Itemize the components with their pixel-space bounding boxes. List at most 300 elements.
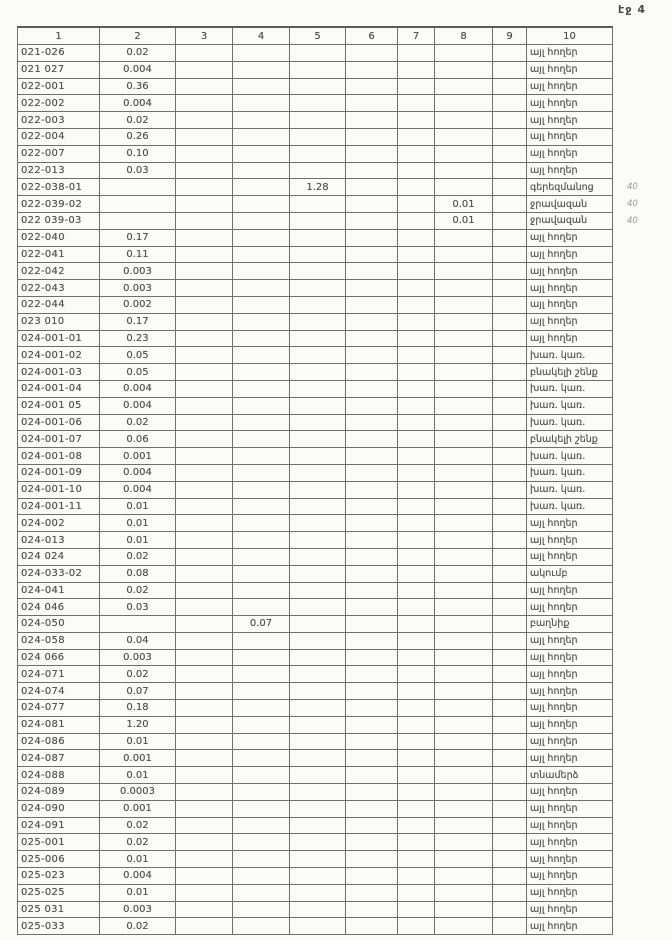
- table-cell: [290, 834, 346, 851]
- table-cell: [435, 61, 493, 78]
- column-header: 1: [18, 27, 100, 45]
- table-cell: 025-006: [18, 851, 100, 868]
- table-cell: 1.20: [100, 716, 176, 733]
- table-cell: [435, 481, 493, 498]
- table-cell: [435, 246, 493, 263]
- margin-note: [613, 380, 671, 397]
- table-cell: խառ. կառ.: [527, 498, 613, 515]
- table-cell: [290, 784, 346, 801]
- table-cell: 024-001-01: [18, 330, 100, 347]
- table-cell: այլ հողեր: [527, 834, 613, 851]
- table-cell: [398, 414, 435, 431]
- table-cell: [493, 464, 527, 481]
- column-header: 4: [233, 27, 290, 45]
- table-cell: այլ հողեր: [527, 548, 613, 565]
- margin-note: [613, 750, 671, 767]
- table-cell: [493, 649, 527, 666]
- table-cell: [493, 750, 527, 767]
- margin-note: [613, 817, 671, 834]
- table-cell: [435, 565, 493, 582]
- table-cell: [176, 128, 233, 145]
- table-cell: [435, 548, 493, 565]
- table-cell: 024-001-02: [18, 347, 100, 364]
- table-cell: [233, 364, 290, 381]
- table-row: [18, 582, 671, 599]
- table-cell: [398, 162, 435, 179]
- table-cell: [493, 78, 527, 95]
- table-cell: [398, 431, 435, 448]
- table-row: [18, 767, 671, 784]
- table-cell: [398, 179, 435, 196]
- table-cell: [398, 128, 435, 145]
- margin-note: [613, 296, 671, 313]
- table-cell: 022-007: [18, 145, 100, 162]
- table-cell: [176, 666, 233, 683]
- table-cell: ջրավազան: [527, 212, 613, 229]
- table-cell: 025-033: [18, 918, 100, 935]
- table-cell: այլ հողեր: [527, 884, 613, 901]
- table-cell: [290, 364, 346, 381]
- table-cell: [176, 901, 233, 918]
- table-cell: այլ հողեր: [527, 750, 613, 767]
- table-cell: [493, 330, 527, 347]
- table-cell: [398, 851, 435, 868]
- table-cell: [398, 464, 435, 481]
- table-cell: [398, 61, 435, 78]
- table-cell: [435, 380, 493, 397]
- table-cell: 0.004: [100, 464, 176, 481]
- table-cell: [398, 565, 435, 582]
- table-cell: [346, 733, 398, 750]
- table-cell: [233, 296, 290, 313]
- table-cell: [233, 582, 290, 599]
- margin-note: [613, 431, 671, 448]
- table-cell: [435, 834, 493, 851]
- table-cell: [176, 229, 233, 246]
- table-cell: [493, 61, 527, 78]
- table-cell: [435, 666, 493, 683]
- table-cell: [290, 817, 346, 834]
- column-header: 7: [398, 27, 435, 45]
- table-cell: [233, 565, 290, 582]
- table-cell: [493, 767, 527, 784]
- table-cell: [435, 649, 493, 666]
- table-cell: [346, 414, 398, 431]
- table-cell: 0.01: [100, 884, 176, 901]
- table-cell: [233, 397, 290, 414]
- table-cell: [176, 498, 233, 515]
- table-cell: բնակելի շենք: [527, 431, 613, 448]
- column-header: 3: [176, 27, 233, 45]
- table-cell: [493, 414, 527, 431]
- table-cell: [290, 212, 346, 229]
- table-cell: [435, 347, 493, 364]
- margin-note: [613, 532, 671, 549]
- table-cell: [233, 683, 290, 700]
- table-cell: [398, 649, 435, 666]
- margin-note: [613, 767, 671, 784]
- table-cell: գերեզմանոց: [527, 179, 613, 196]
- table-cell: [398, 683, 435, 700]
- table-cell: [290, 196, 346, 213]
- table-cell: խառ. կառ.: [527, 347, 613, 364]
- table-header-row: [18, 27, 671, 45]
- margin-note: [613, 246, 671, 263]
- table-cell: 0.01: [100, 851, 176, 868]
- table-cell: [435, 112, 493, 129]
- table-cell: տնամերձ: [527, 767, 613, 784]
- table-cell: [346, 532, 398, 549]
- table-cell: [398, 296, 435, 313]
- table-cell: 024-058: [18, 632, 100, 649]
- table-cell: [290, 767, 346, 784]
- table-cell: 024-001 05: [18, 397, 100, 414]
- table-cell: 025-025: [18, 884, 100, 901]
- table-row: [18, 179, 671, 196]
- table-cell: [493, 616, 527, 633]
- table-cell: [398, 767, 435, 784]
- table-cell: [346, 565, 398, 582]
- table-row: [18, 212, 671, 229]
- table-cell: [435, 397, 493, 414]
- column-header: 6: [346, 27, 398, 45]
- margin-note: [613, 666, 671, 683]
- table-cell: այլ հողեր: [527, 851, 613, 868]
- table-cell: [346, 649, 398, 666]
- table-cell: [493, 884, 527, 901]
- table-row: [18, 498, 671, 515]
- table-cell: [233, 548, 290, 565]
- table-cell: [176, 364, 233, 381]
- table-cell: 024-001-06: [18, 414, 100, 431]
- table-cell: [176, 599, 233, 616]
- table-row: [18, 128, 671, 145]
- table-cell: [346, 61, 398, 78]
- table-cell: [346, 884, 398, 901]
- table-cell: [290, 632, 346, 649]
- table-cell: [233, 212, 290, 229]
- table-cell: 0.002: [100, 296, 176, 313]
- table-cell: [233, 767, 290, 784]
- table-cell: [398, 498, 435, 515]
- table-cell: [398, 330, 435, 347]
- table-cell: [493, 666, 527, 683]
- table-cell: [233, 347, 290, 364]
- table-cell: 024-001-08: [18, 448, 100, 465]
- table-cell: [290, 884, 346, 901]
- table-cell: 024-033-02: [18, 565, 100, 582]
- margin-note: [613, 834, 671, 851]
- table-row: [18, 716, 671, 733]
- table-cell: [233, 532, 290, 549]
- table-cell: [290, 750, 346, 767]
- table-cell: այլ հողեր: [527, 61, 613, 78]
- table-cell: [290, 532, 346, 549]
- table-cell: 0.003: [100, 280, 176, 297]
- table-cell: [176, 851, 233, 868]
- table-row: [18, 565, 671, 582]
- table-cell: [176, 700, 233, 717]
- table-cell: այլ հողեր: [527, 700, 613, 717]
- table-cell: [233, 414, 290, 431]
- table-cell: [233, 112, 290, 129]
- table-cell: [233, 78, 290, 95]
- table-cell: 024-086: [18, 733, 100, 750]
- table-cell: [176, 565, 233, 582]
- table-cell: [435, 464, 493, 481]
- table-cell: [290, 901, 346, 918]
- margin-note: [613, 347, 671, 364]
- table-cell: [176, 112, 233, 129]
- table-cell: [346, 347, 398, 364]
- table-cell: [346, 616, 398, 633]
- table-cell: [493, 683, 527, 700]
- table-cell: [346, 700, 398, 717]
- table-cell: [435, 313, 493, 330]
- table-cell: [176, 45, 233, 62]
- table-cell: այլ հողեր: [527, 112, 613, 129]
- margin-note: [613, 364, 671, 381]
- table-cell: այլ հողեր: [527, 632, 613, 649]
- table-cell: [290, 78, 346, 95]
- table-cell: [398, 632, 435, 649]
- table-cell: 024-074: [18, 683, 100, 700]
- table-row: [18, 733, 671, 750]
- table-cell: 0.02: [100, 817, 176, 834]
- margin-note: [613, 229, 671, 246]
- table-cell: [176, 296, 233, 313]
- table-row: [18, 666, 671, 683]
- table-cell: [493, 700, 527, 717]
- table-cell: [176, 196, 233, 213]
- table-cell: [493, 868, 527, 885]
- table-cell: 0.36: [100, 78, 176, 95]
- margin-note: [613, 95, 671, 112]
- table-cell: այլ հողեր: [527, 582, 613, 599]
- table-cell: 0.02: [100, 414, 176, 431]
- table-cell: [176, 280, 233, 297]
- table-cell: 0.17: [100, 229, 176, 246]
- table-cell: [176, 868, 233, 885]
- table-cell: [346, 548, 398, 565]
- table-cell: [435, 901, 493, 918]
- table-cell: [398, 582, 435, 599]
- table-cell: [493, 313, 527, 330]
- margin-note: [613, 414, 671, 431]
- table-cell: այլ հողեր: [527, 280, 613, 297]
- table-cell: [290, 515, 346, 532]
- table-cell: [290, 599, 346, 616]
- table-cell: այլ հողեր: [527, 599, 613, 616]
- table-cell: [346, 212, 398, 229]
- table-cell: 0.004: [100, 397, 176, 414]
- table-cell: [290, 649, 346, 666]
- table-cell: [290, 448, 346, 465]
- table-cell: 024-091: [18, 817, 100, 834]
- margin-note: 40: [627, 215, 638, 226]
- table-cell: [493, 448, 527, 465]
- table-cell: խառ. կառ.: [527, 414, 613, 431]
- table-cell: [398, 800, 435, 817]
- table-cell: այլ հողեր: [527, 666, 613, 683]
- table-cell: [290, 145, 346, 162]
- table-cell: [290, 918, 346, 935]
- table-cell: [233, 817, 290, 834]
- table-cell: 0.001: [100, 800, 176, 817]
- table-cell: [346, 599, 398, 616]
- table-cell: այլ հողեր: [527, 263, 613, 280]
- table-cell: [493, 347, 527, 364]
- margin-note: [613, 884, 671, 901]
- table-cell: այլ հողեր: [527, 78, 613, 95]
- table-row: [18, 145, 671, 162]
- table-cell: այլ հողեր: [527, 918, 613, 935]
- table-cell: [290, 851, 346, 868]
- table-cell: 022-042: [18, 263, 100, 280]
- table-cell: [435, 700, 493, 717]
- margin-note: [613, 313, 671, 330]
- table-cell: 024-089: [18, 784, 100, 801]
- table-cell: [176, 78, 233, 95]
- table-cell: [176, 834, 233, 851]
- table-cell: [493, 599, 527, 616]
- table-cell: 024-001-03: [18, 364, 100, 381]
- table-cell: այլ հողեր: [527, 128, 613, 145]
- table-cell: [435, 78, 493, 95]
- table-cell: [176, 464, 233, 481]
- table-cell: 1.28: [290, 179, 346, 196]
- table-cell: 0.004: [100, 868, 176, 885]
- table-cell: [176, 61, 233, 78]
- table-cell: [346, 330, 398, 347]
- table-cell: [398, 784, 435, 801]
- table-cell: 0.001: [100, 750, 176, 767]
- table-cell: [233, 498, 290, 515]
- table-cell: այլ հողեր: [527, 817, 613, 834]
- table-row: [18, 632, 671, 649]
- table-cell: [233, 464, 290, 481]
- table-cell: [435, 599, 493, 616]
- table-cell: [176, 800, 233, 817]
- table-cell: [290, 112, 346, 129]
- table-cell: [346, 179, 398, 196]
- table-cell: այլ հողեր: [527, 784, 613, 801]
- table-cell: [493, 632, 527, 649]
- table-cell: 0.01: [100, 498, 176, 515]
- margin-note: [613, 162, 671, 179]
- table-cell: [176, 817, 233, 834]
- table-cell: [493, 582, 527, 599]
- table-cell: 0.01: [435, 212, 493, 229]
- margin-note: [613, 481, 671, 498]
- table-cell: [435, 179, 493, 196]
- table-cell: [435, 145, 493, 162]
- table-cell: 022-041: [18, 246, 100, 263]
- table-cell: [435, 918, 493, 935]
- table-row: [18, 784, 671, 801]
- table-cell: [176, 767, 233, 784]
- table-cell: [346, 78, 398, 95]
- table-cell: [176, 750, 233, 767]
- table-cell: [176, 347, 233, 364]
- table-cell: 022-039-02: [18, 196, 100, 213]
- table-cell: [346, 767, 398, 784]
- table-cell: [290, 347, 346, 364]
- table-row: [18, 683, 671, 700]
- table-cell: խառ. կառ.: [527, 448, 613, 465]
- table-cell: [435, 280, 493, 297]
- table-cell: [346, 683, 398, 700]
- table-cell: [233, 246, 290, 263]
- table-cell: 021-026: [18, 45, 100, 62]
- table-row: [18, 834, 671, 851]
- table-cell: [346, 515, 398, 532]
- table-cell: [493, 397, 527, 414]
- table-cell: [290, 481, 346, 498]
- table-cell: [346, 313, 398, 330]
- table-cell: [233, 179, 290, 196]
- table-cell: 0.01: [100, 733, 176, 750]
- table-cell: 024-001-10: [18, 481, 100, 498]
- column-header: 9: [493, 27, 527, 45]
- table-cell: [398, 145, 435, 162]
- table-cell: բնակելի շենք: [527, 364, 613, 381]
- table-cell: [233, 834, 290, 851]
- table-cell: [233, 229, 290, 246]
- table-cell: 024-001-11: [18, 498, 100, 515]
- table-cell: [290, 95, 346, 112]
- table-cell: [346, 448, 398, 465]
- table-cell: 024-088: [18, 767, 100, 784]
- table-cell: բաղնիք: [527, 616, 613, 633]
- table-cell: [176, 649, 233, 666]
- table-cell: 0.18: [100, 700, 176, 717]
- margin-note: [613, 901, 671, 918]
- table-cell: [398, 515, 435, 532]
- margin-note: [613, 498, 671, 515]
- table-row: [18, 280, 671, 297]
- table-cell: [176, 515, 233, 532]
- margin-note: [613, 616, 671, 633]
- table-cell: [233, 632, 290, 649]
- table-cell: [176, 330, 233, 347]
- table-cell: [398, 246, 435, 263]
- margin-note: [613, 868, 671, 885]
- table-cell: [233, 448, 290, 465]
- margin-note: [613, 649, 671, 666]
- margin-note: [613, 397, 671, 414]
- table-row: [18, 45, 671, 62]
- table-cell: 025-001: [18, 834, 100, 851]
- table-cell: 0.11: [100, 246, 176, 263]
- table-row: [18, 229, 671, 246]
- table-cell: [398, 212, 435, 229]
- table-cell: [290, 498, 346, 515]
- table-cell: [493, 565, 527, 582]
- table-cell: [346, 380, 398, 397]
- table-cell: [435, 263, 493, 280]
- table-cell: [398, 397, 435, 414]
- table-row: [18, 817, 671, 834]
- table-cell: 0.02: [100, 45, 176, 62]
- table-cell: [398, 229, 435, 246]
- table-cell: [435, 784, 493, 801]
- table-cell: 024 046: [18, 599, 100, 616]
- margin-note: [613, 632, 671, 649]
- table-cell: [435, 817, 493, 834]
- table-cell: 024-001-07: [18, 431, 100, 448]
- table-cell: այլ հողեր: [527, 313, 613, 330]
